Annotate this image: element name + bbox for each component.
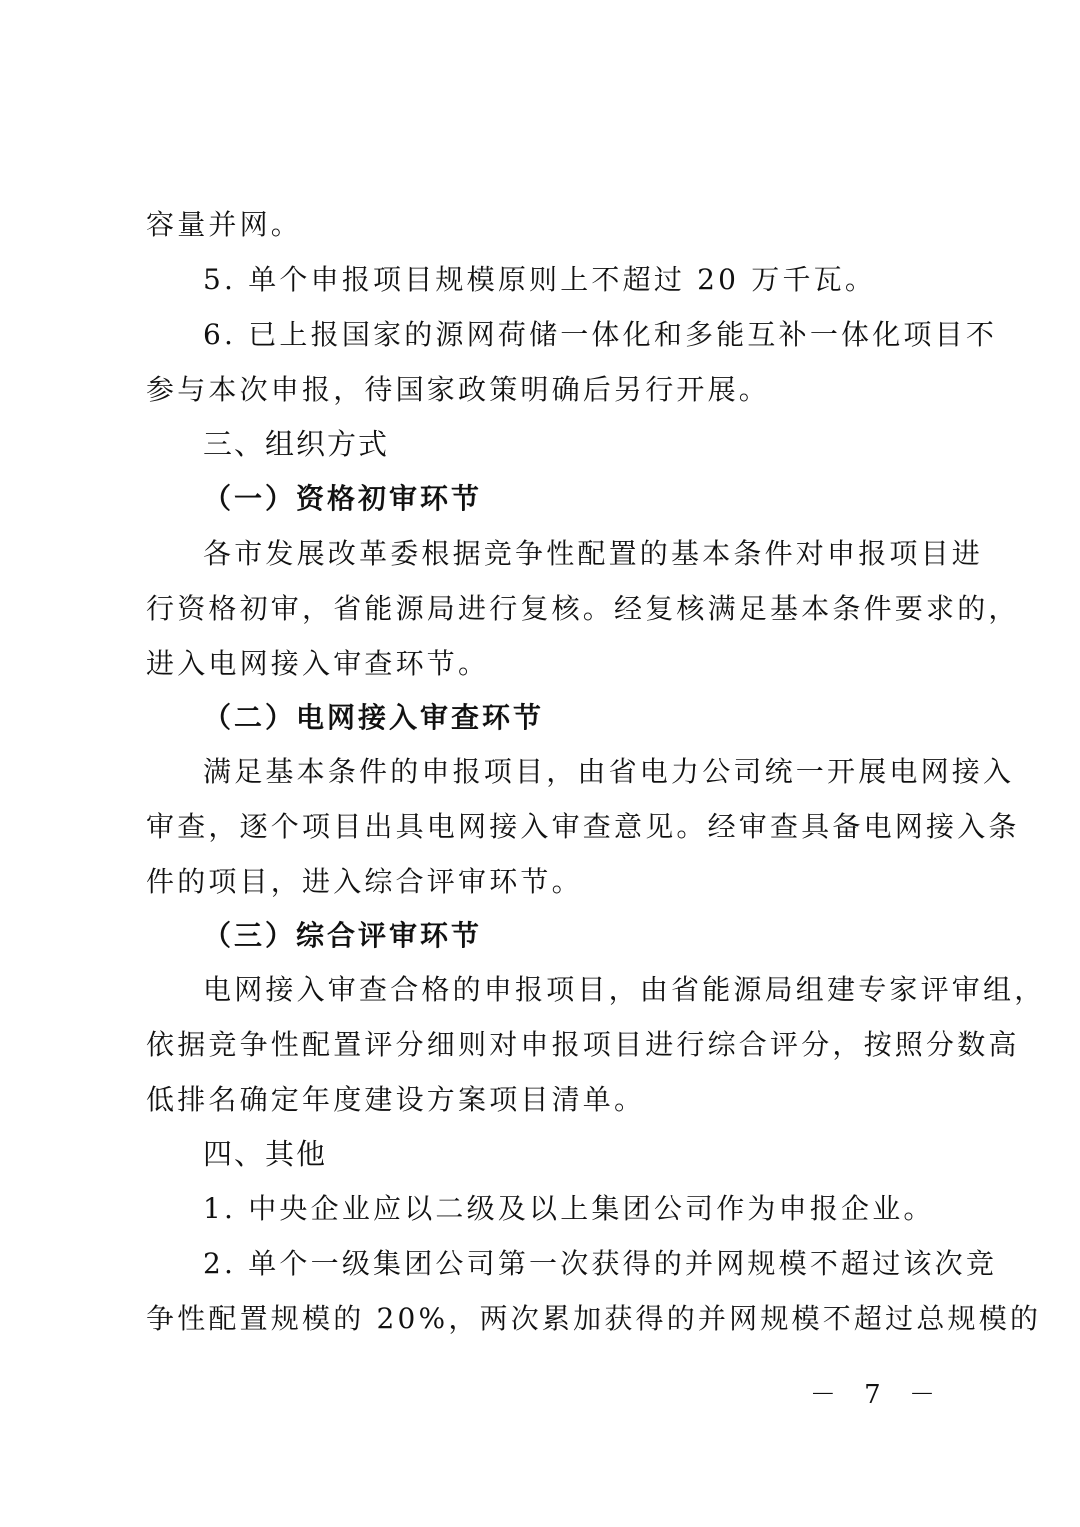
body-text-line: 依据竞争性配置评分细则对申报项目进行综合评分，按照分数高 [146, 1028, 1020, 1061]
body-text-line: 行资格初审，省能源局进行复核。经复核满足基本条件要求的， [146, 592, 1020, 625]
page-number: － 7 － [809, 1380, 945, 1410]
list-item-5: 5. 单个申报项目规模原则上不超过 20 万千瓦。 [203, 263, 877, 296]
body-text-line: 审查，逐个项目出具电网接入审查意见。经审查具备电网接入条 [146, 810, 1020, 843]
body-text-line: 各市发展改革委根据竞争性配置的基本条件对申报项目进 [203, 537, 984, 570]
body-text-line: 低排名确定年度建设方案项目清单。 [146, 1083, 646, 1116]
section-heading-organization: 三、组织方式 [203, 427, 390, 461]
list-item-1: 1. 中央企业应以二级及以上集团公司作为申报企业。 [203, 1192, 935, 1225]
body-text-line: 争性配置规模的 20%，两次累加获得的并网规模不超过总规模的 [146, 1302, 1042, 1335]
body-text-line: 满足基本条件的申报项目，由省电力公司统一开展电网接入 [203, 755, 1015, 788]
subsection-heading-comprehensive-review: （三）综合评审环节 [203, 919, 483, 952]
list-item-6: 6. 已上报国家的源网荷储一体化和多能互补一体化项目不 [203, 318, 998, 351]
subsection-heading-grid-access: （二）电网接入审查环节 [203, 701, 545, 734]
section-heading-other: 四、其他 [203, 1137, 328, 1171]
body-text-line: 容量并网。 [146, 208, 303, 241]
body-text-line: 电网接入审查合格的申报项目，由省能源局组建专家评审组， [203, 973, 1046, 1006]
body-text-line: 进入电网接入审查环节。 [146, 647, 490, 680]
list-item-2: 2. 单个一级集团公司第一次获得的并网规模不超过该次竞 [203, 1247, 998, 1280]
body-text-line: 件的项目，进入综合评审环节。 [146, 865, 583, 898]
subsection-heading-qualification: （一）资格初审环节 [203, 482, 483, 515]
body-text-line: 参与本次申报，待国家政策明确后另行开展。 [146, 373, 771, 406]
